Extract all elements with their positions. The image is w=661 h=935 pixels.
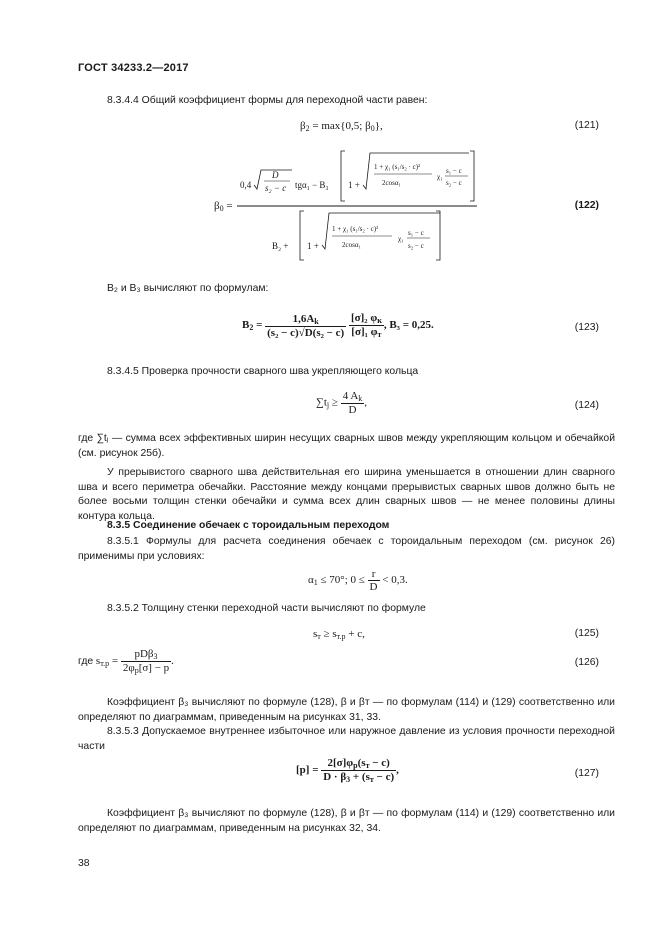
equation-number-124: (124) — [574, 400, 599, 411]
equation-123: $B_2$ = $\frac{1,6A_k}{\text{(s₂ − c)√D(s₂ − c)}}$ $\frac{[\sigma]_2 \varphi_к}{[\sigma]_1 \varphi_т}$ , B₃ = 0,25. — [242, 312, 434, 339]
section-heading-8-3-5: 8.3.5 Соединение обечаек с тороидальным переходом — [107, 520, 390, 531]
equation-122-lhs: $\beta_0$ = — [214, 200, 233, 213]
equation-125: $s_т \ge s_{т.р} + c$, — [313, 628, 365, 641]
equation-number-127: (127) — [574, 768, 599, 779]
svg-text:0,4: 0,4 — [240, 180, 252, 190]
paragraph-coefficient-1: Коэффициент β₃ вычисляют по формуле (128), β и βт — по формулам (114) и (129) соответственно или определяют по диаграммам, приведенным на рисунках 31, 33. — [78, 697, 615, 723]
equation-number-126: (126) — [574, 657, 599, 668]
page-number: 38 — [78, 858, 90, 869]
svg-text:χ₁: χ₁ — [398, 235, 404, 243]
svg-text:1 + χ₁ (s₁/s₂ · c)²: 1 + χ₁ (s₁/s₂ · c)² — [332, 225, 379, 233]
svg-text:tgα₁ − B₃: tgα₁ − B₃ — [295, 180, 329, 190]
paragraph-8-3-5-1: 8.3.5.1 Формулы для расчета соединения обечаек с тороидальным переходом (см. рисунок 26) применимы при условиях: — [78, 536, 615, 562]
equation-122-formula — [232, 145, 482, 265]
paragraph-intermittent-weld: У прерывистого сварного шва действительная его ширина уменьшается в отношении длин сварного шва и всего периметра обечайки. Расстояние между концами прерывистых сварных швов должно быть не более восьми толщин стенки обечайки и сумма всех длин сварных швов — не менее половины длины контура кольца. — [78, 467, 615, 522]
svg-text:s₁ − c: s₁ − c — [408, 229, 424, 237]
equation-number-125: (125) — [574, 628, 599, 639]
svg-text:D: D — [272, 170, 279, 180]
svg-text:s₂ − c: s₂ − c — [446, 179, 462, 187]
paragraph-8-3-4-5: 8.3.4.5 Проверка прочности сварного шва укрепляющего кольца — [107, 366, 419, 377]
svg-text:s₂ − c: s₂ − c — [408, 242, 424, 250]
svg-text:χ₁: χ₁ — [437, 173, 443, 181]
equation-124: $\sum t_j$ ≥ $\frac{4 A_k}{D}$ , — [316, 390, 368, 416]
equation-127: [p] = $\frac{2[\sigma]\varphi_р(s_т - c)}{D \cdot \beta_3 + (s_т - c)}$ , — [296, 757, 399, 784]
paragraph-8-3-5-2: 8.3.5.2 Толщину стенки переходной части вычисляют по формуле — [107, 603, 426, 614]
b2-b3-intro: B₂ и B₃ вычисляют по формулам: — [107, 283, 269, 294]
equation-126: где $s_{т.р}$ = $\frac{pD\beta_3}{2\varphi_р[\sigma] - p}$ . — [78, 648, 174, 675]
equation-number-123: (123) — [574, 322, 599, 333]
paragraph-coefficient-2: Коэффициент β₃ вычисляют по формуле (128), β и βт — по формулам (114) и (129) соответственно или определяют по диаграммам, приведенным на рисунках 32, 34. — [78, 808, 615, 834]
document-header: ГОСТ 34233.2—2017 — [78, 62, 189, 74]
svg-text:s₁ − c: s₁ − c — [446, 167, 462, 175]
svg-text:s₂ − c: s₂ − c — [265, 183, 287, 193]
paragraph-8-3-4-4: 8.3.4.4 Общий коэффициент формы для переходной части равен: — [107, 95, 428, 106]
svg-text:2cosα₁: 2cosα₁ — [382, 179, 401, 187]
equation-number-121: (121) — [574, 120, 599, 131]
paragraph-where-124: где ∑tⱼ — сумма всех эффективных ширин несущих сварных швов между укрепляющим кольцом и обечайкой (см. рисунок 25б). — [78, 433, 615, 459]
equation-number-122: (122) — [574, 200, 599, 211]
svg-text:B₂ +: B₂ + — [272, 241, 289, 251]
svg-text:1 +: 1 + — [348, 180, 360, 190]
condition-formula: $\alpha_1 \le 70^\circ$; 0 ≤ $\frac{r}{D}$ < 0,3. — [308, 568, 408, 593]
equation-121: $\beta_2 = \max\{0,5$; $\beta_0$}, — [300, 120, 383, 133]
svg-text:2cosα₁: 2cosα₁ — [342, 241, 361, 249]
svg-text:1 + χ₁ (s₁/s₂ · c)²: 1 + χ₁ (s₁/s₂ · c)² — [374, 163, 421, 171]
svg-text:1 +: 1 + — [307, 241, 319, 251]
paragraph-8-3-5-3: 8.3.5.3 Допускаемое внутреннее избыточное или наружное давление из условия прочности переходной части — [78, 726, 615, 752]
